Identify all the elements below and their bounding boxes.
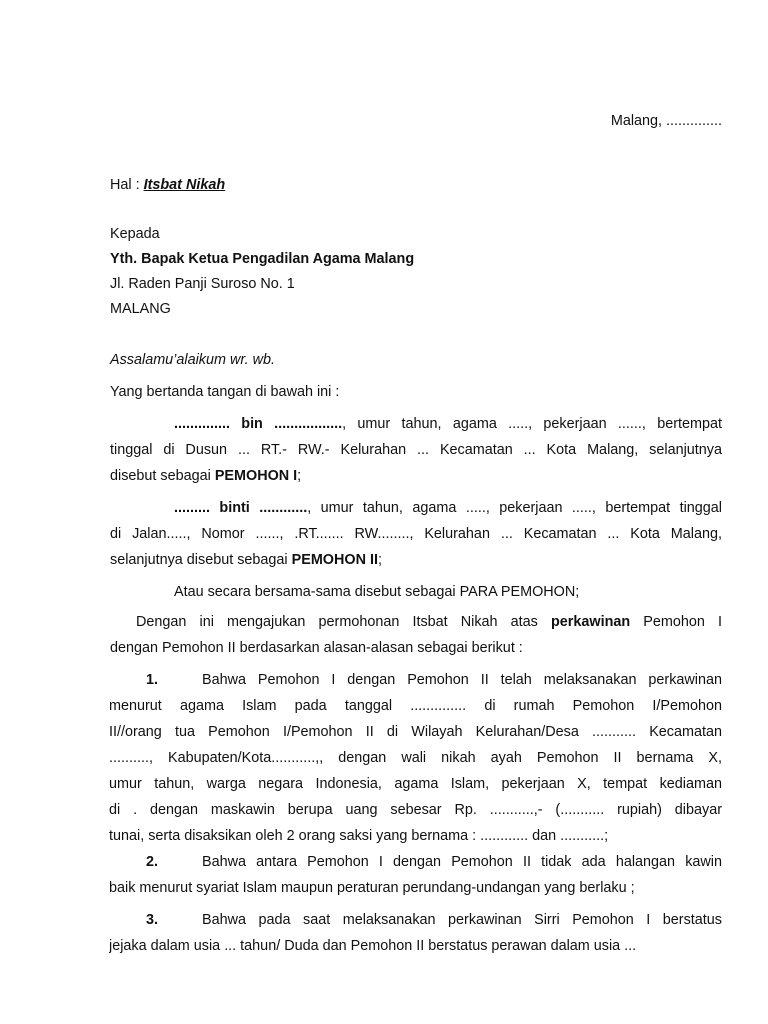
permohonan-line-2: dengan Pemohon II berdasarkan alasan-alasan sebagai berikut :: [110, 640, 523, 656]
permohonan-line-1-pre: Dengan ini mengajukan permohonan Itsbat Nikah atas: [136, 614, 551, 630]
list-item-number: 3.: [146, 912, 159, 928]
intro-line: Yang bertanda tangan di bawah ini :: [110, 384, 340, 400]
pemohon-1-name: .............. bin .................: [174, 416, 343, 432]
pemohon-2-line-2: di Jalan....., Nomor ......, .RT....... RW........, Kelurahan ... Kecamatan ... Kota Malang,: [110, 526, 722, 542]
list-item-text: Bahwa pada saat melaksanakan perkawinan Sirri Pemohon I berstatus: [202, 912, 722, 928]
list-item-line: di . dengan maskawin berupa uang sebesar Rp. ...........,- (........... rupiah) dibayar: [109, 802, 722, 818]
permohonan-line-1-post: Pemohon I: [630, 614, 722, 630]
recipient-block: [110, 222, 414, 322]
pemohon-2-line-1: [110, 496, 722, 522]
list-item-line: .........., Kabupaten/Kota...........,, dengan wali nikah ayah Pemohon II bernama X,: [109, 750, 722, 766]
recipient-street: Jl. Raden Panji Suroso No. 1: [110, 276, 295, 292]
pemohon-2-line-3-pre: selanjutnya disebut sebagai: [110, 552, 292, 568]
pemohon-2-label: PEMOHON II: [291, 552, 378, 568]
pemohon-1-line-1: [110, 412, 722, 438]
list-item-line: baik menurut syariat Islam maupun peraturan perundang-undangan yang berlaku ;: [109, 880, 635, 896]
list-item-line: [146, 908, 722, 934]
pemohon-2-line-3: [110, 548, 722, 574]
pemohon-1-line-2: tinggal di Dusun ... RT.- RW.- Kelurahan ... Kecamatan ... Kota Malang, selanjutnya: [110, 442, 722, 458]
pemohon-2-line-3-post: ;: [377, 552, 382, 568]
pemohon-1-paragraph: [110, 412, 722, 490]
pemohon-1-line-3-post: ;: [297, 468, 302, 484]
pemohon-1-line-3: [110, 464, 722, 490]
list-item-line: menurut agama Islam pada tanggal .............. di rumah Pemohon I/Pemohon: [109, 698, 722, 714]
recipient-city: MALANG: [110, 301, 171, 317]
recipient-kepada: Kepada: [110, 226, 160, 242]
list-item-number: 2.: [146, 854, 159, 870]
subject-label: Hal :: [110, 177, 144, 193]
list-item-line: tunai, serta disaksikan oleh 2 orang saksi yang bernama : ............ dan ...........;: [109, 828, 609, 844]
pemohon-2-name: ......... binti ............: [174, 500, 308, 516]
list-item-line: jejaka dalam usia ... tahun/ Duda dan Pemohon II berstatus perawan dalam usia ...: [109, 938, 637, 954]
list-item-3: [109, 908, 722, 960]
permohonan-paragraph: [110, 610, 722, 662]
pemohon-1-label: PEMOHON I: [214, 468, 298, 484]
list-item-line: II//orang tua Pemohon I/Pemohon II di Wilayah Kelurahan/Desa ........... Kecamatan: [109, 724, 722, 740]
para-pemohon-line: Atau secara bersama-sama disebut sebagai PARA PEMOHON;: [174, 584, 580, 600]
pemohon-1-line-1-rest: , umur tahun, agama ....., pekerjaan ......, bertempat: [342, 416, 722, 432]
list-item-line: [146, 668, 722, 694]
list-item-number: 1.: [146, 672, 159, 688]
recipient-name: Yth. Bapak Ketua Pengadilan Agama Malang: [110, 251, 415, 267]
subject-line: [110, 173, 225, 198]
pemohon-1-line-3-pre: disebut sebagai: [110, 468, 215, 484]
list-item-text: Bahwa antara Pemohon I dengan Pemohon II tidak ada halangan kawin: [202, 854, 722, 870]
list-item-text: Bahwa Pemohon I dengan Pemohon II telah melaksanakan perkawinan: [202, 672, 722, 688]
permohonan-line-1: [110, 610, 722, 636]
list-item-line: [146, 850, 722, 876]
pemohon-2-line-1-rest: , umur tahun, agama ....., pekerjaan ....., bertempat tinggal: [307, 500, 722, 516]
date-line: Malang, ..............: [610, 113, 722, 129]
list-item-1: [109, 668, 722, 850]
list-item-2: [109, 850, 722, 902]
greeting: Assalamu’alaikum wr. wb.: [110, 352, 276, 368]
list-item-line: umur tahun, warga negara Indonesia, agama Islam, pekerjaan X, tempat kediaman: [109, 776, 722, 792]
pemohon-2-paragraph: [110, 496, 722, 574]
permohonan-bold: perkawinan: [550, 614, 631, 630]
subject-value: Itsbat Nikah: [143, 177, 226, 193]
